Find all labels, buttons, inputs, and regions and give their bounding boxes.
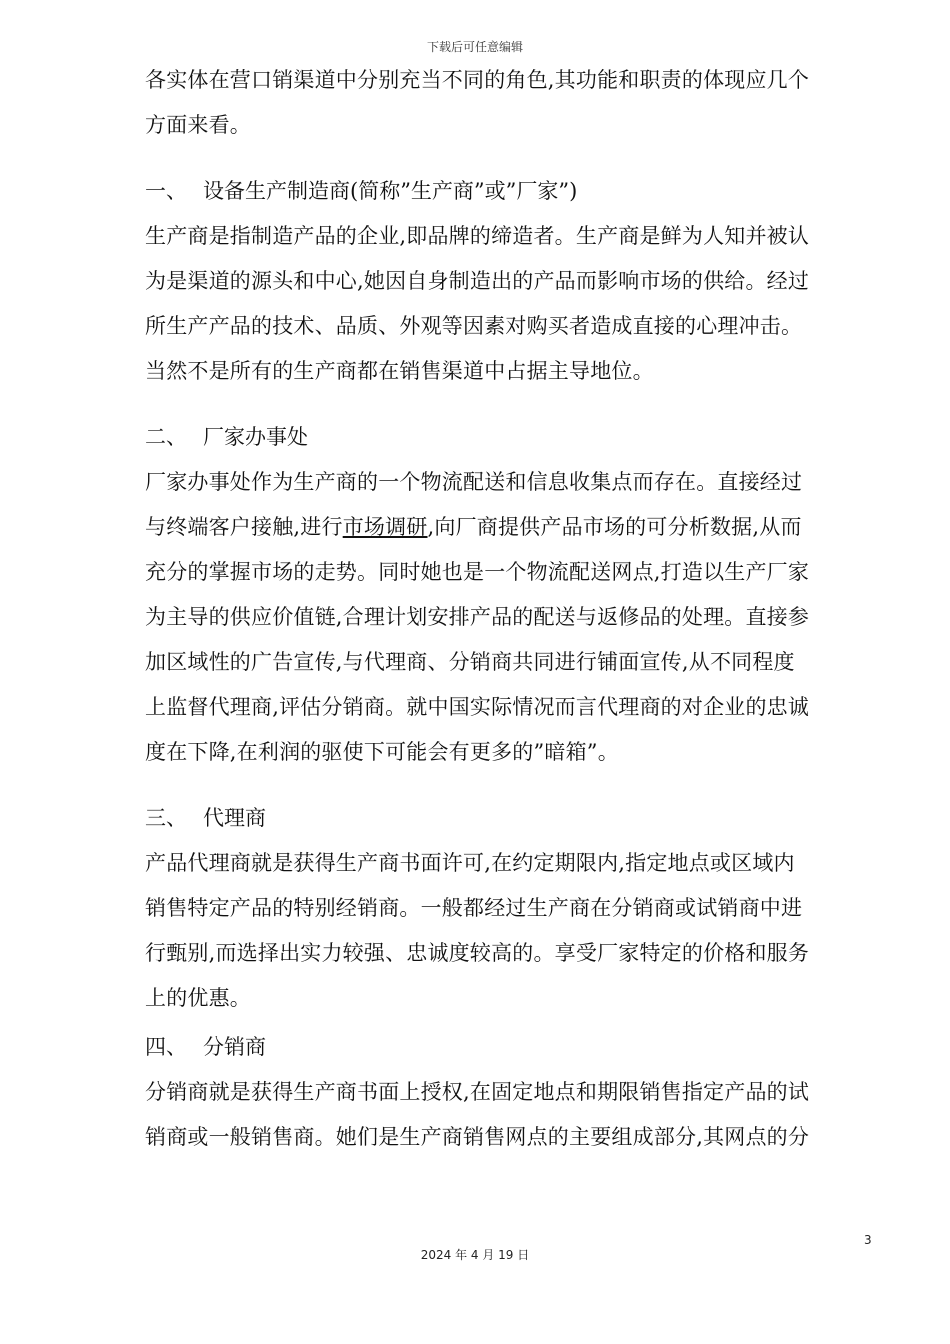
paragraph-line: 销商或一般销售商。她们是生产商销售网点的主要组成部分,其网点的分: [145, 1125, 810, 1149]
paragraph-line: 生产商是指制造产品的企业,即品牌的缔造者。生产商是鲜为人知并被认: [145, 224, 810, 248]
page-number: 3: [864, 1233, 872, 1247]
section-title: 设备生产制造商(简称”生产商”或”厂家”): [203, 179, 578, 203]
paragraph-line: 加区域性的广告宣传,与代理商、分销商共同进行铺面宣传,从不同程度: [145, 650, 795, 674]
market-research-link[interactable]: 市场调研: [342, 515, 428, 539]
paragraph-line: 当然不是所有的生产商都在销售渠道中占据主导地位。: [145, 359, 654, 383]
section-heading-1: [145, 169, 875, 214]
section-title: 分销商: [203, 1035, 266, 1059]
intro-line: 各实体在营口销渠道中分别充当不同的角色,其功能和职责的体现应几个: [145, 68, 810, 92]
paragraph-line: 行甄别,而选择出实力较强、忠诚度较高的。享受厂家特定的价格和服务: [145, 941, 810, 965]
paragraph-line: 厂家办事处作为生产商的一个物流配送和信息收集点而存在。直接经过: [145, 470, 803, 494]
text-span: ,向厂商提供产品市场的可分析数据,从而: [427, 515, 802, 539]
footer-date: 2024 年 4 月 19 日: [420, 1248, 530, 1262]
section-number: 四、: [145, 1035, 187, 1059]
page-header: 下载后可任意编辑: [426, 40, 523, 54]
section-number: 二、: [145, 425, 187, 449]
paragraph-line: 销售特定产品的特别经销商。一般都经过生产商在分销商或试销商中进: [145, 896, 803, 920]
text-span: 与终端客户接触,进行: [145, 515, 343, 539]
section-heading-4: [145, 1025, 875, 1070]
section-title: 代理商: [203, 806, 266, 830]
document-body: [145, 58, 875, 1160]
paragraph-line: 度在下降,在利润的驱使下可能会有更多的”暗箱”。: [145, 740, 619, 764]
paragraph-line: 所生产产品的技术、品质、外观等因素对购买者造成直接的心理冲击。: [145, 314, 803, 338]
paragraph-line: [145, 505, 875, 550]
paragraph-line: 为主导的供应价值链,合理计划安排产品的配送与返修品的处理。直接参: [145, 605, 810, 629]
section-title: 厂家办事处: [203, 425, 308, 449]
paragraph-line: 产品代理商就是获得生产商书面许可,在约定期限内,指定地点或区域内: [145, 851, 795, 875]
paragraph-line: 上的优惠。: [145, 986, 251, 1010]
paragraph-line: 上监督代理商,评估分销商。就中国实际情况而言代理商的对企业的忠诚: [145, 695, 810, 719]
paragraph-line: 充分的掌握市场的走势。同时她也是一个物流配送网点,打造以生产厂家: [145, 560, 810, 584]
paragraph-line: 为是渠道的源头和中心,她因自身制造出的产品而影响市场的供给。经过: [145, 269, 810, 293]
section-number: 一、: [145, 179, 187, 203]
section-heading-2: [145, 415, 875, 460]
section-number: 三、: [145, 806, 187, 830]
paragraph-line: 分销商就是获得生产商书面上授权,在固定地点和期限销售指定产品的试: [145, 1080, 810, 1104]
intro-line: 方面来看。: [145, 113, 251, 137]
section-heading-3: [145, 796, 875, 841]
